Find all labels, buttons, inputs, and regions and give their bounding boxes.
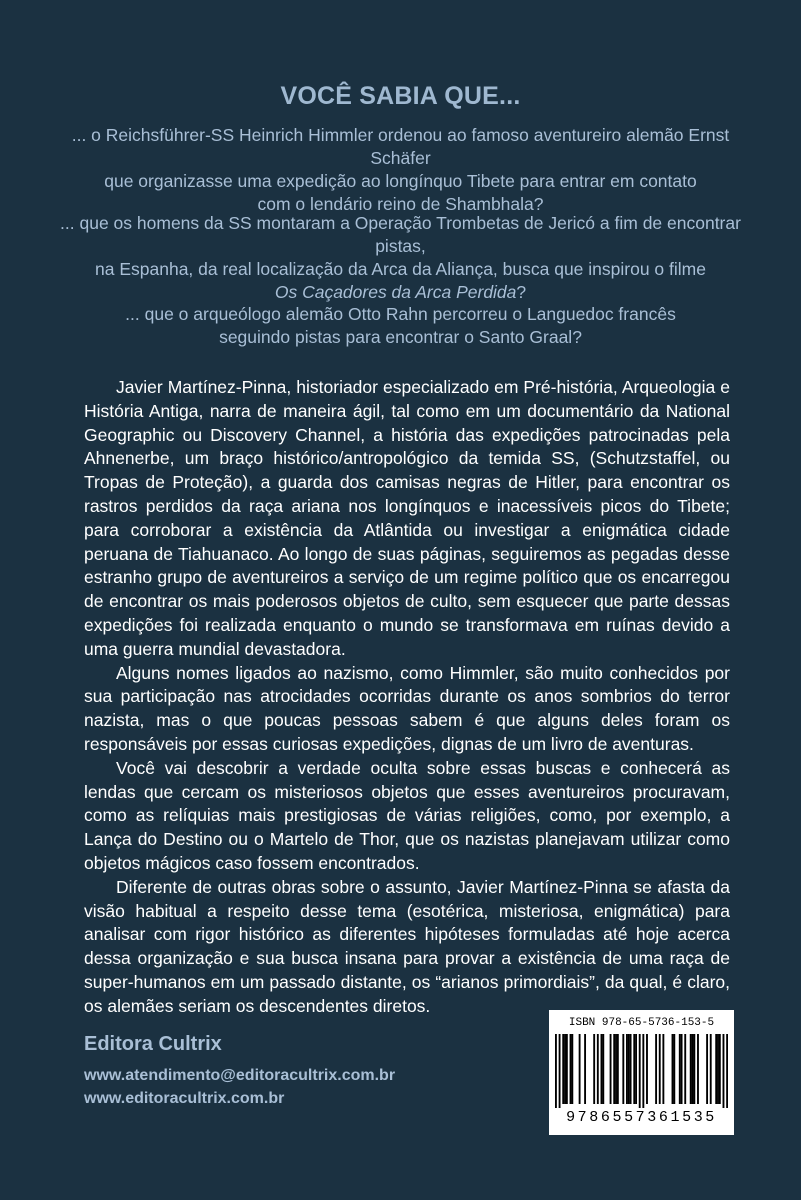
- question-2: [60, 212, 741, 304]
- synopsis-paragraph: Alguns nomes ligados ao nazismo, como Himmler, são muito conhecidos por sua participação nas atrocidades ocorridas durante os anos sombrios do terror nazista, mas o que poucas pessoas sabem é que alguns deles foram os responsáveis por essas curiosas expedições, dignas de um livro de aventuras.: [84, 662, 730, 754]
- barcode-bar: [672, 1034, 674, 1104]
- barcode-bar: [684, 1034, 686, 1104]
- barcode-bar: [570, 1034, 572, 1104]
- barcode-bar: [717, 1034, 719, 1104]
- barcode-bar: [562, 1034, 564, 1104]
- barcode-bar: [617, 1034, 619, 1104]
- question-suffix: ?: [516, 282, 527, 302]
- barcode-bar: [723, 1034, 725, 1108]
- question-1: [60, 124, 741, 216]
- barcode-bar: [626, 1034, 628, 1104]
- barcode-bar: [710, 1034, 712, 1104]
- publisher-email: www.atendimento@editoracultrix.com.br: [84, 1067, 396, 1084]
- barcode-icon: [555, 1034, 728, 1108]
- barcode-number: 9786557361535: [566, 1109, 717, 1126]
- barcode-bar: [622, 1034, 624, 1104]
- question-line: na Espanha, da real localização da Arca da Aliança, busca que inspirou o filme: [95, 259, 706, 279]
- publisher-name: Editora Cultrix: [84, 1033, 222, 1055]
- barcode-bar: [571, 1034, 573, 1104]
- barcode-bar: [579, 1034, 581, 1104]
- barcode-bar: [659, 1034, 661, 1104]
- barcode-bar: [635, 1034, 637, 1104]
- question-line: ... que os homens da SS montaram a Operação Trombetas de Jericó a fim de encontrar pistas,: [60, 213, 741, 256]
- page-title: VOCÊ SABIA QUE...: [280, 82, 521, 110]
- film-title: Os Caçadores da Arca Perdida: [274, 282, 517, 302]
- barcode-bar: [602, 1034, 604, 1104]
- barcode-bar: [639, 1034, 641, 1108]
- barcode-bar: [642, 1034, 644, 1108]
- question-line: ... o Reichsführer-SS Heinrich Himmler ordenou ao famoso aventureiro alemão Ernst Schäfer: [71, 125, 730, 168]
- barcode-bar: [692, 1034, 694, 1104]
- barcode-bar: [613, 1034, 615, 1104]
- barcode-bar: [719, 1034, 721, 1104]
- question-line: [60, 281, 741, 304]
- isbn-barcode-box: [549, 1010, 734, 1135]
- question-line: ... que o arqueólogo alemão Otto Rahn percorreu o Languedoc francês: [125, 304, 676, 324]
- synopsis-paragraph: Javier Martínez-Pinna, historiador especializado em Pré-história, Arqueologia e História Antiga, narra de maneira ágil, tal como em um documentário da National Geographic ou Discovery Channel, a história das expedições patrocinadas pela Ahnenerbe, um braço histórico/antropológico da temida SS, (Schutzstaffel, ou Tropas de Proteção), a guarda dos camisas negras de Hitler, para encontrar os rastros perdidos da raça ariana nos longínquos e inacessíveis picos do Tibete; para corroborar a existência da Atlântida ou investigar a enigmática cidade peruana de Tiahuanaco. Ao longo de suas páginas, seguiremos as pegadas desse estranho grupo de aventureiros a serviço de um regime político que os encarregou de encontrar os mais poderosos objetos de culto, sem esquecer que parte dessas expedições foi realizada enquanto o mundo se transformava em ruínas devido a uma guerra mundial devastadora.: [84, 377, 730, 659]
- question-3: [60, 303, 741, 349]
- barcode-bar: [630, 1034, 632, 1104]
- barcode-bar: [593, 1034, 595, 1104]
- barcode-bar: [673, 1034, 675, 1104]
- barcode-bar: [584, 1034, 586, 1104]
- synopsis-paragraph: Diferente de outras obras sobre o assunto, Javier Martínez-Pinna se afasta da visão habitual a respeito desse tema (esotérica, misteriosa, enigmática) para analisar com rigor histórico as diferentes hipóteses formuladas até hoje acerca dessa organização e sua busca insana para provar a existência de uma raça de super-humanos em um passado distante, os “arianos primordiais”, da qual, é claro, os alemães seriam os descendentes diretos.: [84, 876, 730, 1016]
- barcode-bar: [555, 1034, 557, 1108]
- question-line: seguindo pistas para encontrar o Santo Graal?: [219, 327, 582, 347]
- barcode-bar: [697, 1034, 699, 1104]
- barcode-bar: [655, 1034, 657, 1104]
- publisher-website: www.editoracultrix.com.br: [84, 1090, 285, 1107]
- barcode-bar: [693, 1034, 695, 1104]
- publisher-info: [84, 1033, 395, 1110]
- synopsis-paragraph: Você vai descobrir a verdade oculta sobre essas buscas e conhecerá as lendas que cercam os misteriosos objetos que esses aventureiros procuravam, como as relíquias mais prestigiosas de várias religiões, como, por exemplo, a Lança do Destino ou o Martelo de Thor, que os nazistas planejavam utilizar como objetos mágicos caso fossem encontrados.: [84, 757, 730, 873]
- barcode-bar: [715, 1034, 717, 1104]
- barcode-bar: [566, 1034, 568, 1104]
- barcode-bar: [681, 1034, 683, 1104]
- question-line: que organizasse uma expedição ao longínquo Tibete para entrar em contato: [104, 171, 697, 191]
- barcode-bar: [559, 1034, 561, 1108]
- barcode-bar: [706, 1034, 708, 1104]
- barcode-bar: [610, 1034, 612, 1104]
- question-line: com o lendário reino de Shambhala?: [257, 194, 544, 214]
- barcode-bar: [564, 1034, 566, 1104]
- barcode-bar: [597, 1034, 599, 1104]
- isbn-label: ISBN 978-65-5736-153-5: [568, 1017, 715, 1029]
- synopsis: [84, 376, 730, 1019]
- barcode-bar: [662, 1034, 664, 1104]
- barcode-bar: [633, 1034, 635, 1104]
- barcode-bar: [646, 1034, 648, 1104]
- barcode-bar: [726, 1034, 728, 1108]
- barcode-bar: [615, 1034, 617, 1104]
- barcode-bar: [601, 1034, 603, 1104]
- barcode-bar: [628, 1034, 630, 1104]
- barcode-bar: [679, 1034, 681, 1104]
- barcode-bar: [690, 1034, 692, 1104]
